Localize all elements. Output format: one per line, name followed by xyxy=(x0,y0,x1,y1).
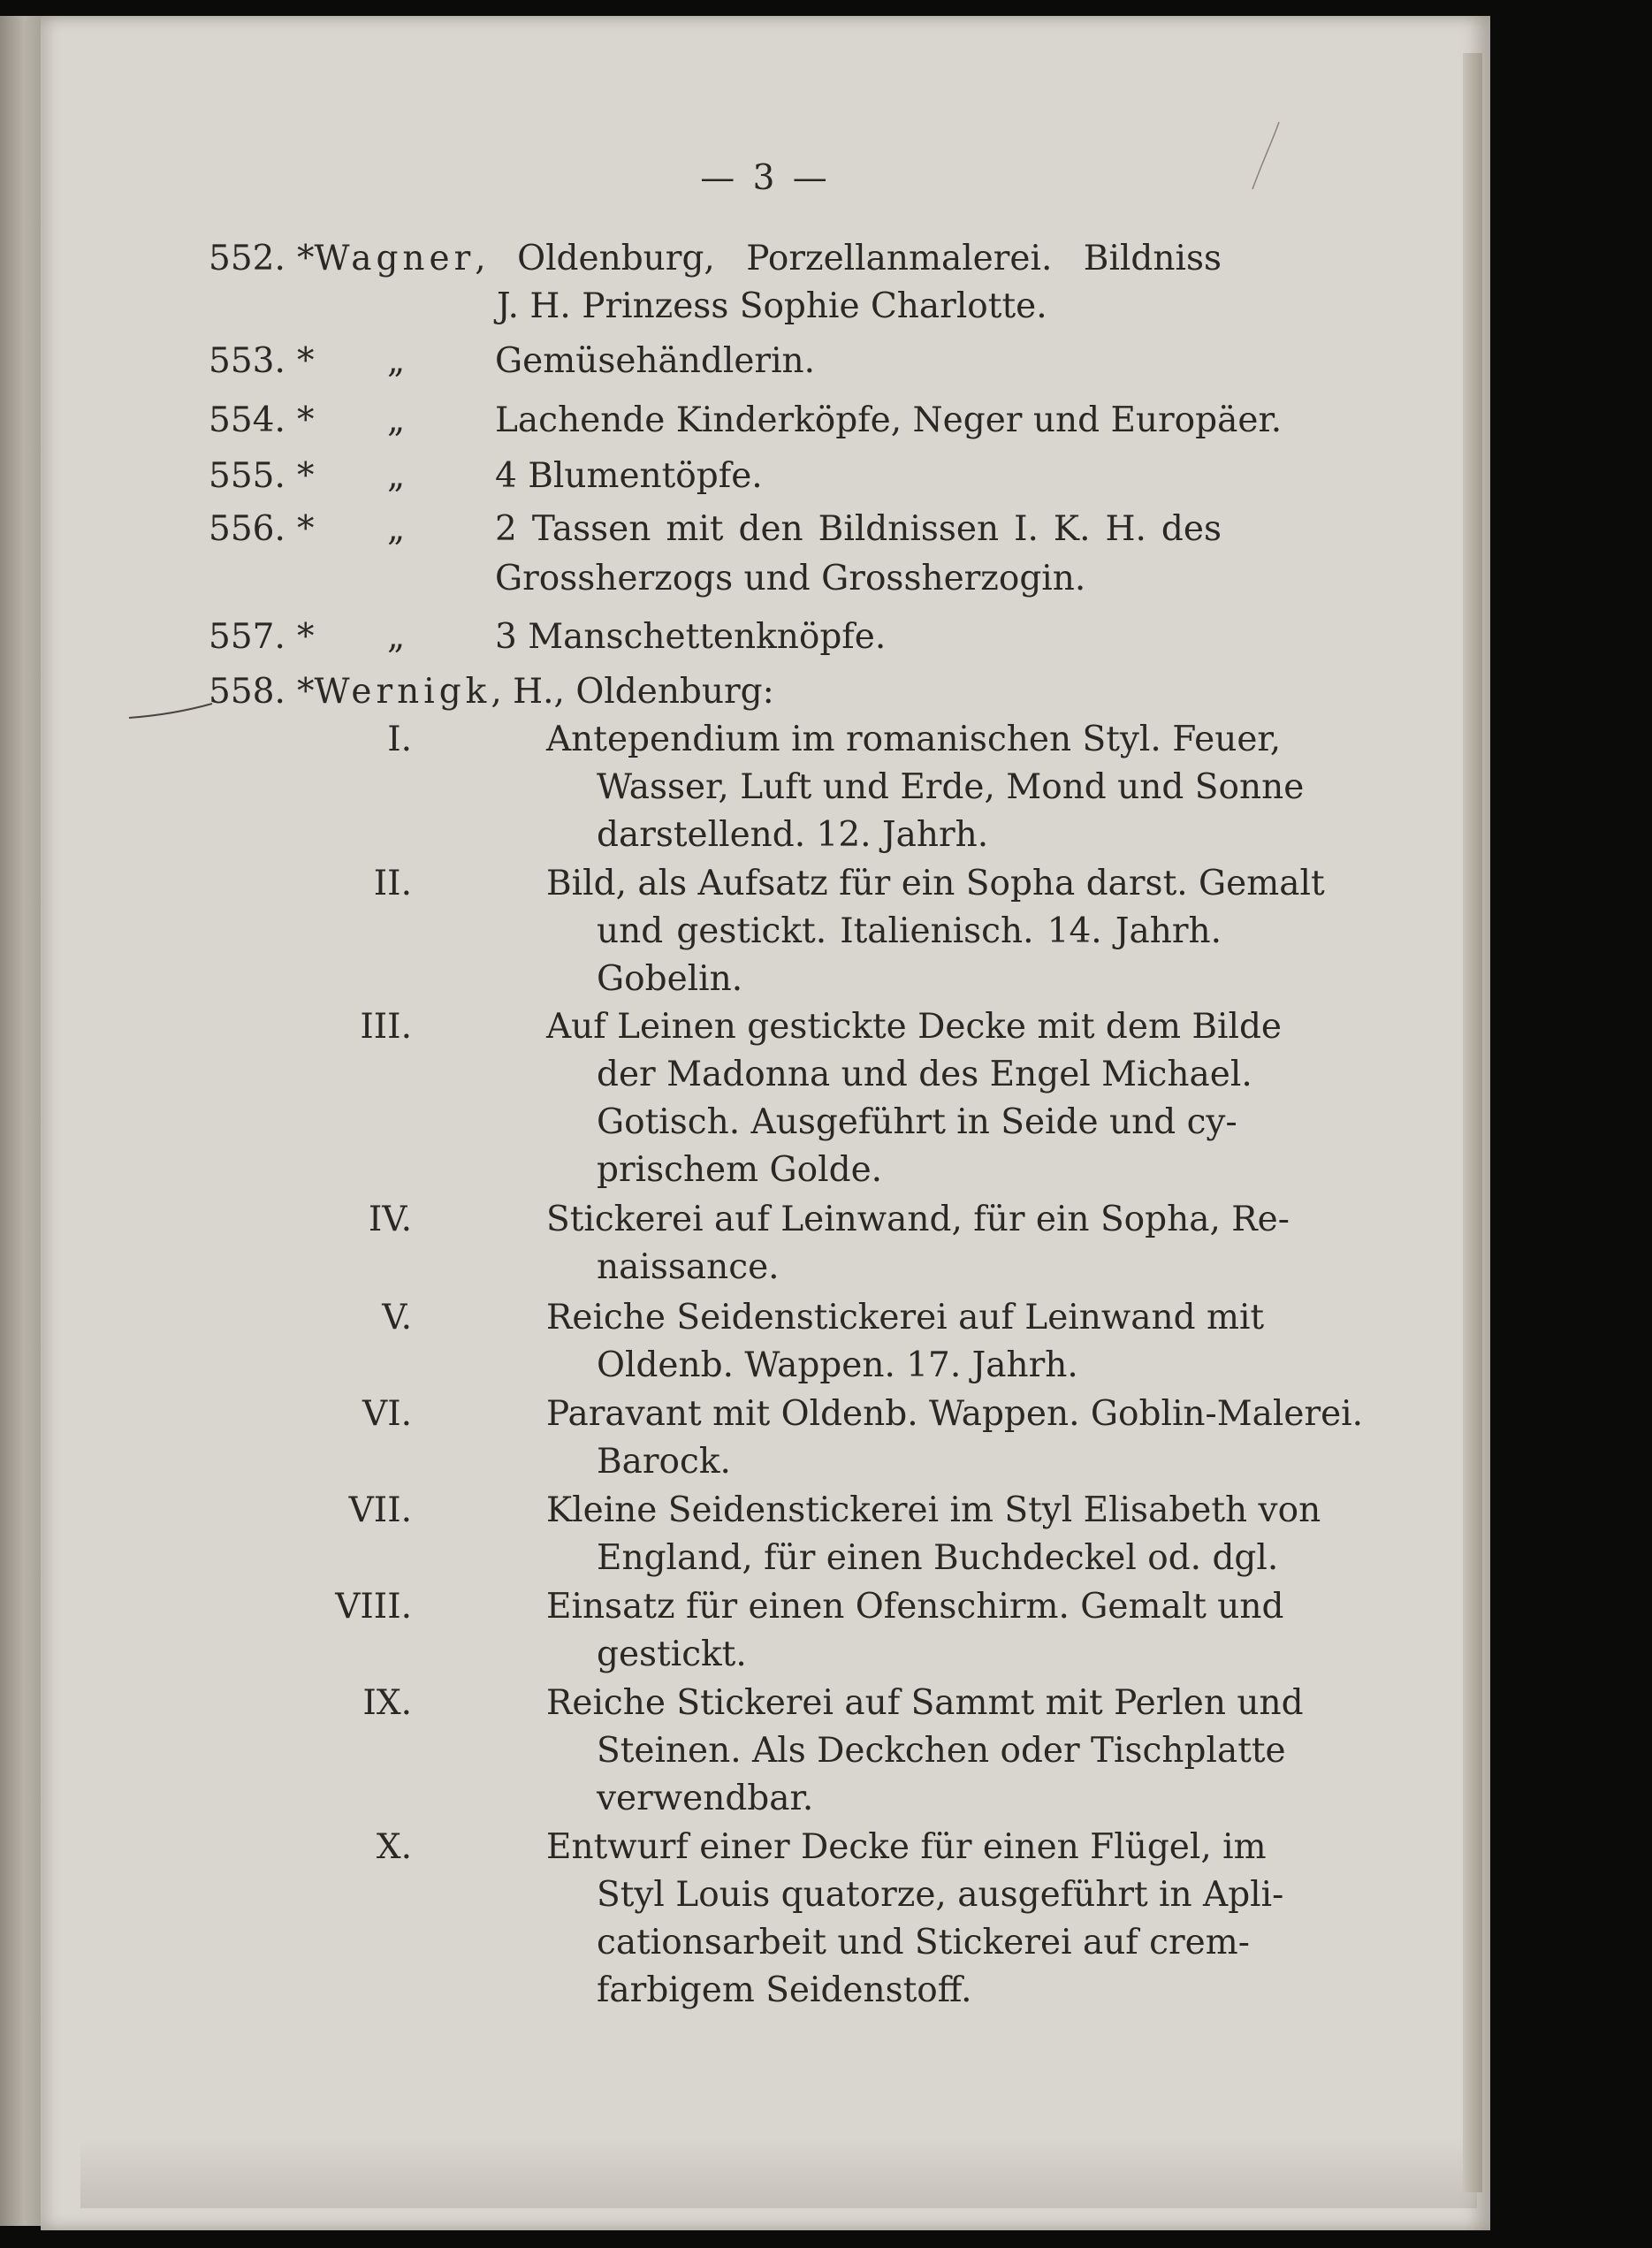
sub-item-text: Paravant mit Oldenb. Wappen. Goblin-Malerei. xyxy=(546,1394,1364,1434)
sub-item-text: darstellend. 12. Jahrh. xyxy=(597,815,989,855)
sub-item-text: Reiche Seidenstickerei auf Leinwand mit xyxy=(546,1298,1265,1337)
page-number: — 3 — xyxy=(700,158,831,198)
sub-item-text: farbigem Seidenstoff. xyxy=(597,1970,972,2010)
entry-rest: , Oldenburg, Porzellanmalerei. Bildniss xyxy=(475,239,1222,278)
ditto-mark: „ xyxy=(387,400,406,440)
page-fore-edge xyxy=(1463,53,1482,2192)
entry-mark: * xyxy=(297,239,315,278)
facing-page-edge xyxy=(0,16,42,2226)
entry-continuation: Grossherzogs und Grossherzogin. xyxy=(495,559,1086,598)
document-page xyxy=(41,16,1490,2230)
entry-line xyxy=(297,668,1092,716)
sub-item-text: Kleine Seidenstickerei im Styl Elisabeth von xyxy=(546,1490,1321,1530)
ditto-mark: „ xyxy=(387,617,406,657)
entry-number: 557. xyxy=(209,617,285,657)
ditto-mark: „ xyxy=(387,509,406,549)
entry-continuation: J. H. Prinzess Sophie Charlotte. xyxy=(497,286,1047,326)
ditto-mark: „ xyxy=(387,456,406,496)
entry-line xyxy=(297,235,1222,283)
entry-number: 552. xyxy=(209,239,285,278)
entry-mark: * xyxy=(297,400,315,440)
sub-item-text: naissance. xyxy=(597,1247,780,1287)
entry-rest: , H., Oldenburg: xyxy=(491,672,774,712)
roman-numeral: X. xyxy=(376,1827,412,1867)
sub-item-text: Wasser, Luft und Erde, Mond und Sonne xyxy=(597,767,1305,807)
page-content xyxy=(41,16,1490,2230)
sub-item-text: Auf Leinen gestickte Decke mit dem Bilde xyxy=(546,1007,1283,1047)
sub-item-text: Einsatz für einen Ofenschirm. Gemalt und xyxy=(546,1587,1284,1627)
sub-item-text: gestickt. xyxy=(597,1635,747,1674)
roman-numeral: I. xyxy=(387,720,412,759)
sub-item-text: Entwurf einer Decke für einen Flügel, im xyxy=(546,1827,1267,1867)
artist-name: Wagner xyxy=(314,239,476,278)
sub-item-text: prischem Golde. xyxy=(597,1150,883,1190)
roman-numeral: VIII. xyxy=(335,1587,412,1627)
entry-description: 3 Manschettenknöpfe. xyxy=(495,617,887,657)
entry-number: 556. xyxy=(209,509,285,549)
roman-numeral: III. xyxy=(360,1007,412,1047)
sub-item-text: Stickerei auf Leinwand, für ein Sopha, Re- xyxy=(546,1200,1290,1239)
entry-number: 553. xyxy=(209,341,285,381)
sub-item-text: Gotisch. Ausgeführt in Seide und cy- xyxy=(597,1102,1237,1142)
sub-item-text: England, für einen Buchdeckel od. dgl. xyxy=(597,1538,1279,1578)
sub-item-text: Reiche Stickerei auf Sammt mit Perlen und xyxy=(546,1683,1304,1723)
artist-name: Wernigk xyxy=(314,672,491,712)
sub-item-text: cationsarbeit und Stickerei auf crem- xyxy=(597,1923,1250,1962)
roman-numeral: V. xyxy=(382,1298,412,1337)
sub-item-text: Styl Louis quatorze, ausgeführt in Apli- xyxy=(597,1875,1284,1915)
entry-mark: * xyxy=(297,617,315,657)
roman-numeral: IV. xyxy=(368,1200,412,1239)
sub-item-text: verwendbar. xyxy=(597,1779,814,1818)
entry-mark: * xyxy=(297,456,315,496)
roman-numeral: VI. xyxy=(362,1394,412,1434)
entry-mark: * xyxy=(297,341,315,381)
entry-description: 4 Blumentöpfe. xyxy=(495,456,763,496)
entry-description: Gemüsehändlerin. xyxy=(495,341,816,381)
ditto-mark: „ xyxy=(387,341,406,381)
paper-stain xyxy=(80,2138,1477,2208)
pencil-tick-mark xyxy=(1247,120,1283,191)
sub-item-text: Bild, als Aufsatz für ein Sopha darst. Gemalt xyxy=(546,864,1325,903)
entry-mark: * xyxy=(297,672,315,712)
entry-description: Lachende Kinderköpfe, Neger und Europäer. xyxy=(495,400,1283,440)
entry-mark: * xyxy=(297,509,315,549)
sub-item-text: Steinen. Als Deckchen oder Tischplatte xyxy=(597,1731,1286,1771)
roman-numeral: VII. xyxy=(348,1490,412,1530)
roman-numeral: IX. xyxy=(362,1683,412,1723)
entry-number: 555. xyxy=(209,456,285,496)
entry-number: 558. xyxy=(209,672,285,712)
roman-numeral: II. xyxy=(373,864,412,903)
sub-item-text: und gestickt. Italienisch. 14. Jahrh. xyxy=(597,911,1222,951)
sub-item-text: Oldenb. Wappen. 17. Jahrh. xyxy=(597,1345,1078,1385)
entry-description: 2 Tassen mit den Bildnissen I. K. H. des xyxy=(495,509,1222,549)
sub-item-text: Barock. xyxy=(597,1442,731,1482)
entry-number: 554. xyxy=(209,400,285,440)
sub-item-text: Gobelin. xyxy=(597,959,743,999)
sub-item-text: der Madonna und des Engel Michael. xyxy=(597,1055,1252,1094)
sub-item-text: Antependium im romanischen Styl. Feuer, xyxy=(546,720,1282,759)
